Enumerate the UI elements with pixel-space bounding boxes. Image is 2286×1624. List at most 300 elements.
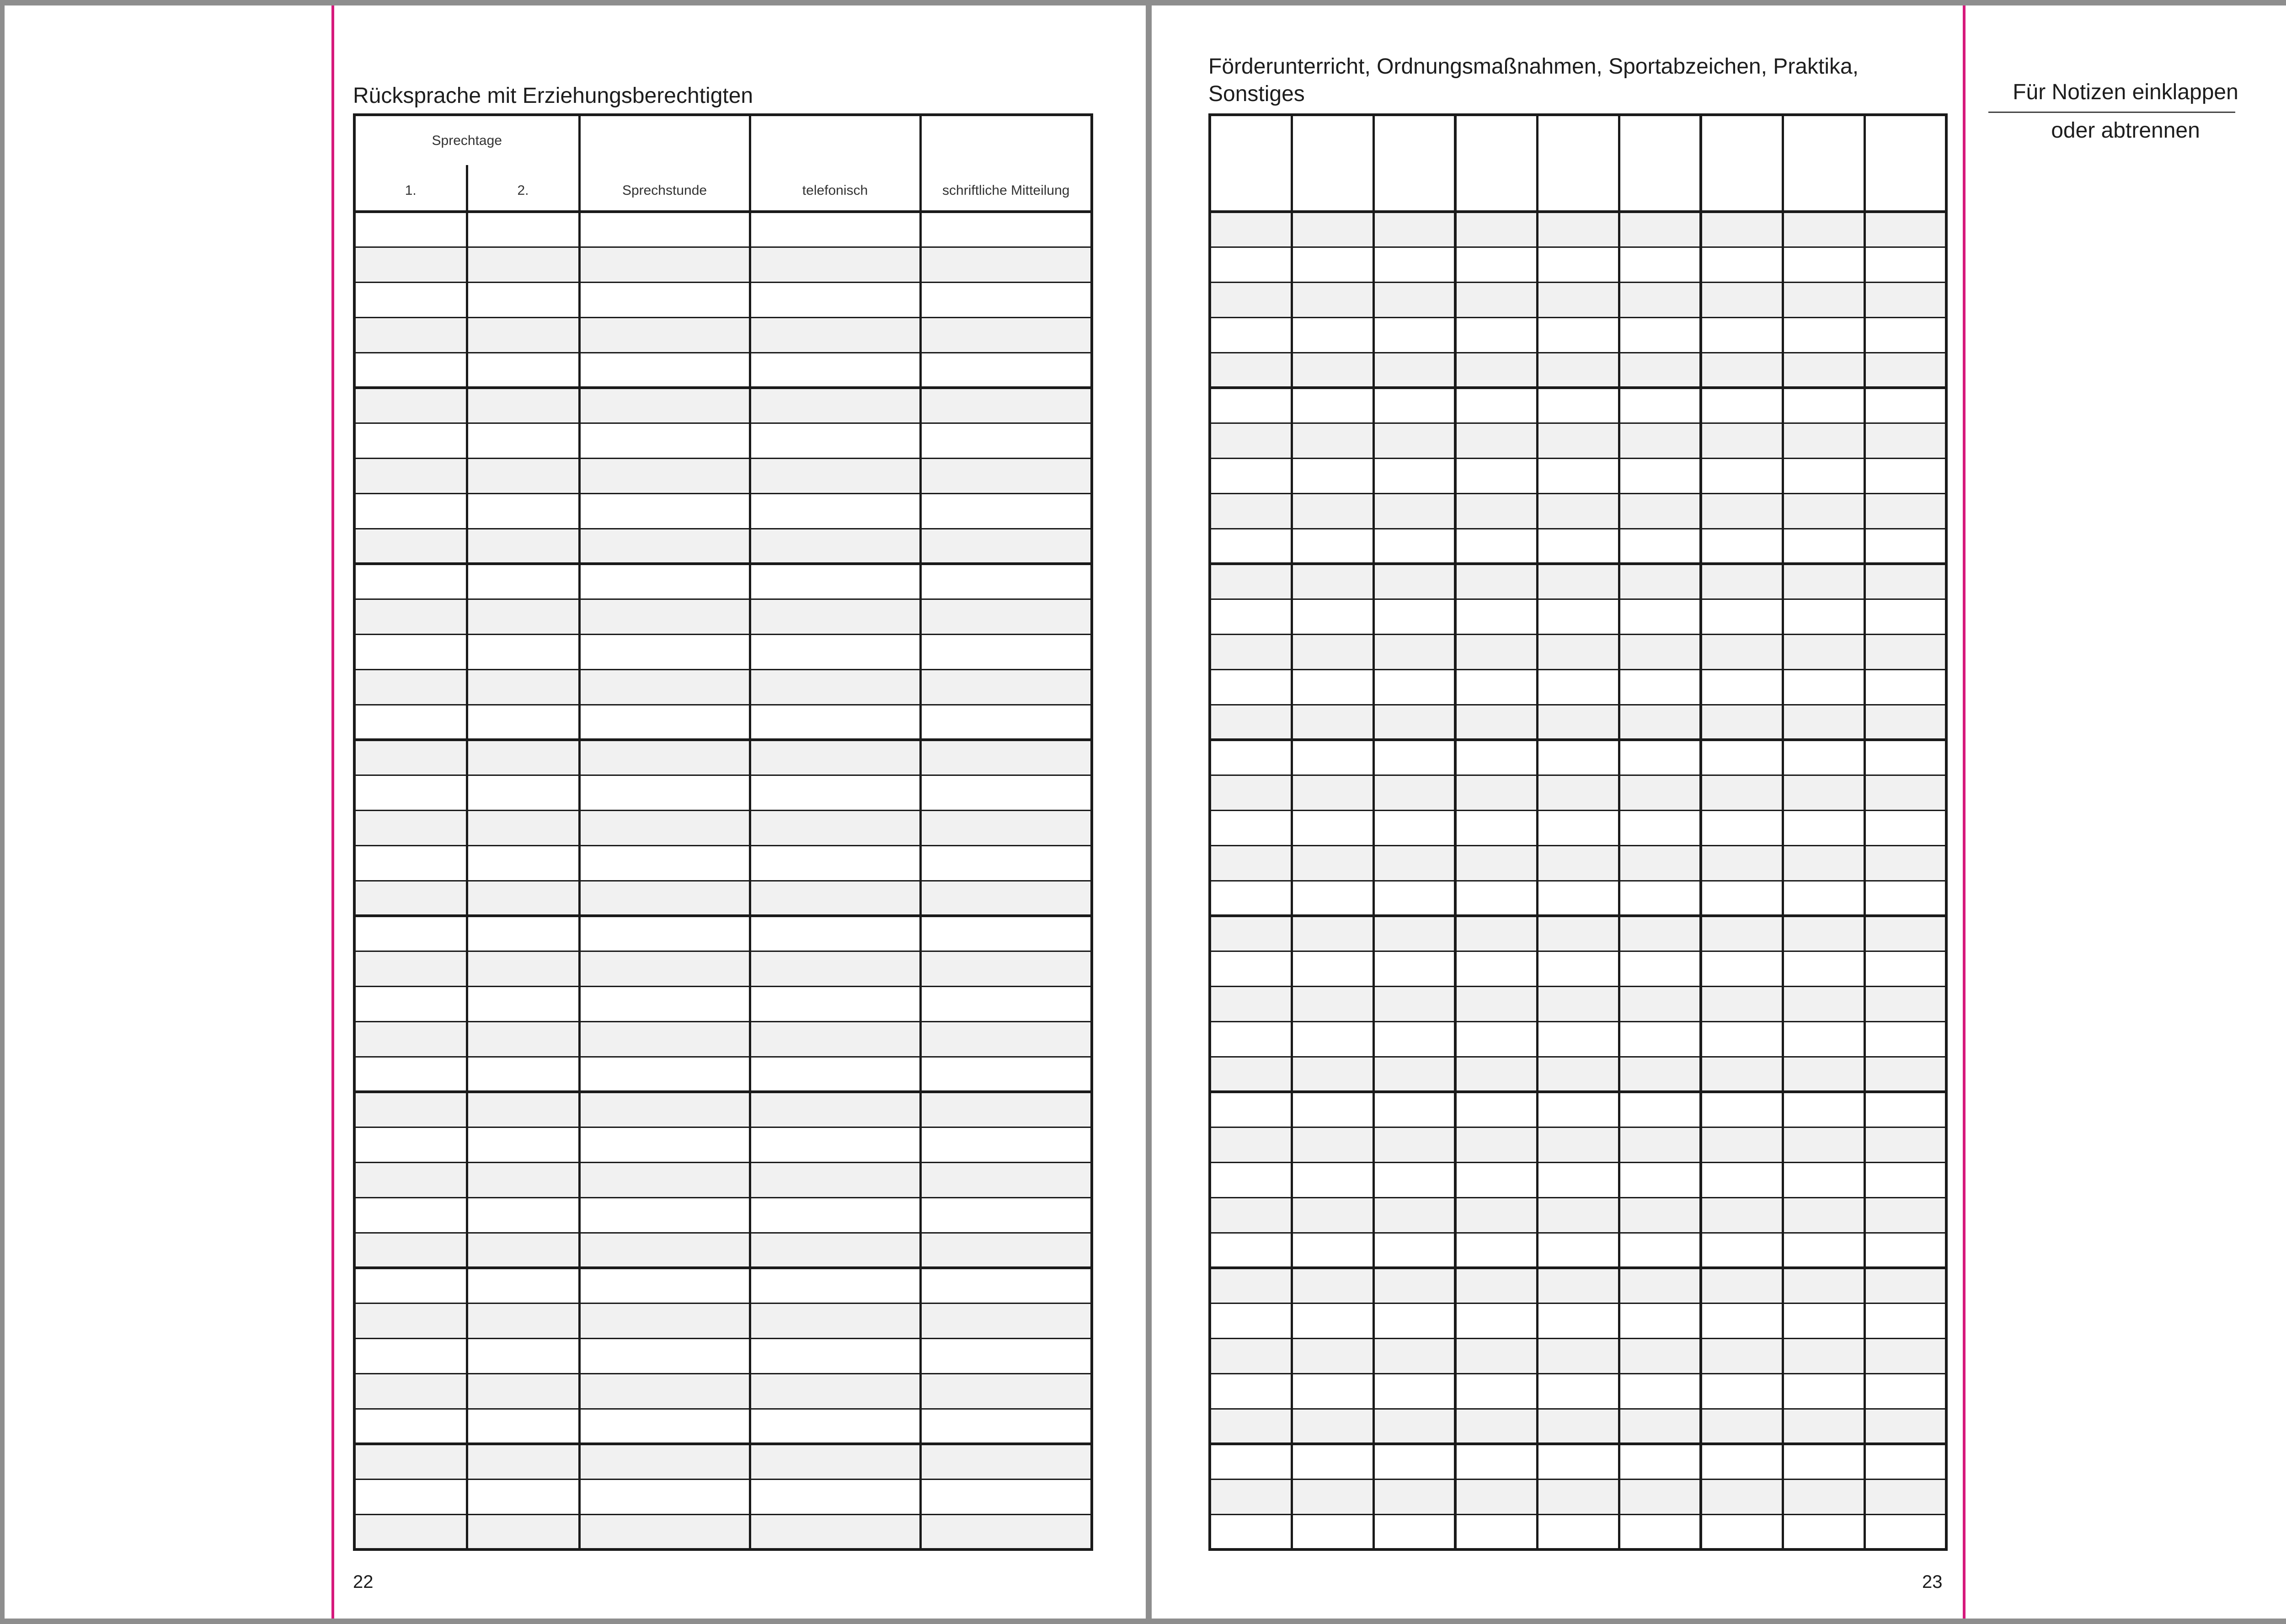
table-cell[interactable] bbox=[354, 1197, 467, 1233]
table-cell[interactable] bbox=[579, 1514, 750, 1549]
table-cell[interactable] bbox=[354, 353, 467, 388]
table-cell[interactable] bbox=[750, 529, 920, 564]
table-cell[interactable] bbox=[1373, 423, 1455, 458]
table-cell[interactable] bbox=[467, 212, 579, 247]
table-cell[interactable] bbox=[1701, 1514, 1783, 1549]
table-cell[interactable] bbox=[920, 1057, 1092, 1092]
table-cell[interactable] bbox=[1701, 1268, 1783, 1303]
table-cell[interactable] bbox=[1455, 493, 1537, 529]
table-cell[interactable] bbox=[467, 529, 579, 564]
table-cell[interactable] bbox=[1537, 353, 1619, 388]
table-cell[interactable] bbox=[1210, 1338, 1292, 1373]
table-cell[interactable] bbox=[920, 1514, 1092, 1549]
table-cell[interactable] bbox=[579, 916, 750, 951]
table-cell[interactable] bbox=[920, 353, 1092, 388]
table-cell[interactable] bbox=[750, 458, 920, 493]
table-cell[interactable] bbox=[1701, 951, 1783, 986]
table-cell[interactable] bbox=[1455, 529, 1537, 564]
table-cell[interactable] bbox=[354, 529, 467, 564]
table-cell[interactable] bbox=[750, 951, 920, 986]
table-cell[interactable] bbox=[579, 1303, 750, 1338]
table-cell[interactable] bbox=[1619, 1233, 1701, 1268]
table-cell[interactable] bbox=[750, 1233, 920, 1268]
table-cell[interactable] bbox=[579, 493, 750, 529]
table-cell[interactable] bbox=[1864, 564, 1946, 599]
table-cell[interactable] bbox=[1373, 1268, 1455, 1303]
table-cell[interactable] bbox=[1864, 317, 1946, 353]
table-cell[interactable] bbox=[579, 423, 750, 458]
table-cell[interactable] bbox=[1864, 1303, 1946, 1338]
table-cell[interactable] bbox=[1210, 1162, 1292, 1197]
table-cell[interactable] bbox=[1455, 282, 1537, 317]
table-cell[interactable] bbox=[920, 1127, 1092, 1162]
table-cell[interactable] bbox=[579, 529, 750, 564]
table-cell[interactable] bbox=[1210, 1233, 1292, 1268]
table-cell[interactable] bbox=[1864, 282, 1946, 317]
table-cell[interactable] bbox=[1537, 705, 1619, 740]
table-cell[interactable] bbox=[467, 669, 579, 705]
table-cell[interactable] bbox=[1619, 775, 1701, 810]
table-cell[interactable] bbox=[1783, 740, 1864, 775]
table-cell[interactable] bbox=[1292, 669, 1373, 705]
table-cell[interactable] bbox=[1373, 1444, 1455, 1479]
table-cell[interactable] bbox=[467, 951, 579, 986]
table-cell[interactable] bbox=[920, 986, 1092, 1021]
table-cell[interactable] bbox=[1537, 1444, 1619, 1479]
table-cell[interactable] bbox=[1783, 1444, 1864, 1479]
table-cell[interactable] bbox=[579, 282, 750, 317]
table-cell[interactable] bbox=[1783, 564, 1864, 599]
table-cell[interactable] bbox=[920, 1303, 1092, 1338]
table-cell[interactable] bbox=[750, 212, 920, 247]
table-cell[interactable] bbox=[920, 247, 1092, 282]
table-cell[interactable] bbox=[1619, 1268, 1701, 1303]
table-cell[interactable] bbox=[354, 493, 467, 529]
table-cell[interactable] bbox=[467, 423, 579, 458]
table-cell[interactable] bbox=[579, 1479, 750, 1514]
table-cell[interactable] bbox=[1537, 1373, 1619, 1409]
table-cell[interactable] bbox=[1864, 458, 1946, 493]
table-cell[interactable] bbox=[1701, 705, 1783, 740]
table-cell[interactable] bbox=[1210, 529, 1292, 564]
table-cell[interactable] bbox=[1701, 423, 1783, 458]
table-cell[interactable] bbox=[1292, 599, 1373, 634]
table-cell[interactable] bbox=[1783, 458, 1864, 493]
table-cell[interactable] bbox=[354, 423, 467, 458]
table-cell[interactable] bbox=[920, 740, 1092, 775]
table-cell[interactable] bbox=[920, 1021, 1092, 1057]
table-cell[interactable] bbox=[1210, 458, 1292, 493]
table-cell[interactable] bbox=[1619, 212, 1701, 247]
table-cell[interactable] bbox=[1619, 247, 1701, 282]
table-cell[interactable] bbox=[467, 1338, 579, 1373]
table-cell[interactable] bbox=[1864, 810, 1946, 845]
table-cell[interactable] bbox=[1619, 1444, 1701, 1479]
table-cell[interactable] bbox=[1619, 705, 1701, 740]
table-cell[interactable] bbox=[1783, 599, 1864, 634]
table-cell[interactable] bbox=[1537, 1197, 1619, 1233]
table-cell[interactable] bbox=[467, 1162, 579, 1197]
table-cell[interactable] bbox=[467, 1092, 579, 1127]
table-cell[interactable] bbox=[1455, 634, 1537, 669]
table-cell[interactable] bbox=[579, 564, 750, 599]
table-cell[interactable] bbox=[1373, 810, 1455, 845]
table-cell[interactable] bbox=[750, 353, 920, 388]
table-cell[interactable] bbox=[750, 564, 920, 599]
table-cell[interactable] bbox=[354, 1514, 467, 1549]
table-cell[interactable] bbox=[1373, 1197, 1455, 1233]
table-cell[interactable] bbox=[1292, 1444, 1373, 1479]
table-cell[interactable] bbox=[1619, 669, 1701, 705]
table-cell[interactable] bbox=[1783, 916, 1864, 951]
table-cell[interactable] bbox=[1537, 1057, 1619, 1092]
table-cell[interactable] bbox=[920, 1092, 1092, 1127]
table-cell[interactable] bbox=[1619, 1021, 1701, 1057]
table-cell[interactable] bbox=[920, 669, 1092, 705]
table-cell[interactable] bbox=[750, 1092, 920, 1127]
table-cell[interactable] bbox=[467, 916, 579, 951]
table-cell[interactable] bbox=[1292, 212, 1373, 247]
table-cell[interactable] bbox=[1292, 1092, 1373, 1127]
table-cell[interactable] bbox=[579, 317, 750, 353]
table-cell[interactable] bbox=[1701, 1233, 1783, 1268]
table-cell[interactable] bbox=[1210, 423, 1292, 458]
table-cell[interactable] bbox=[750, 775, 920, 810]
table-cell[interactable] bbox=[467, 775, 579, 810]
table-cell[interactable] bbox=[579, 1197, 750, 1233]
table-cell[interactable] bbox=[1455, 1057, 1537, 1092]
table-cell[interactable] bbox=[750, 282, 920, 317]
table-cell[interactable] bbox=[1210, 388, 1292, 423]
table-cell[interactable] bbox=[1455, 951, 1537, 986]
table-cell[interactable] bbox=[920, 951, 1092, 986]
table-cell[interactable] bbox=[750, 881, 920, 916]
table-cell[interactable] bbox=[1373, 1409, 1455, 1444]
table-cell[interactable] bbox=[354, 212, 467, 247]
table-cell[interactable] bbox=[467, 1303, 579, 1338]
table-cell[interactable] bbox=[1455, 1514, 1537, 1549]
table-cell[interactable] bbox=[467, 1268, 579, 1303]
table-cell[interactable] bbox=[1373, 529, 1455, 564]
table-cell[interactable] bbox=[467, 634, 579, 669]
table-cell[interactable] bbox=[1373, 1092, 1455, 1127]
table-cell[interactable] bbox=[920, 916, 1092, 951]
table-cell[interactable] bbox=[1619, 1479, 1701, 1514]
table-cell[interactable] bbox=[1783, 388, 1864, 423]
table-cell[interactable] bbox=[1210, 916, 1292, 951]
table-cell[interactable] bbox=[920, 705, 1092, 740]
table-cell[interactable] bbox=[1373, 458, 1455, 493]
table-cell[interactable] bbox=[354, 881, 467, 916]
table-cell[interactable] bbox=[1455, 599, 1537, 634]
table-cell[interactable] bbox=[1210, 1021, 1292, 1057]
table-cell[interactable] bbox=[579, 740, 750, 775]
table-cell[interactable] bbox=[1210, 353, 1292, 388]
table-cell[interactable] bbox=[920, 1444, 1092, 1479]
table-cell[interactable] bbox=[1701, 916, 1783, 951]
table-cell[interactable] bbox=[1783, 669, 1864, 705]
table-cell[interactable] bbox=[1210, 775, 1292, 810]
table-cell[interactable] bbox=[1537, 1233, 1619, 1268]
table-cell[interactable] bbox=[1783, 493, 1864, 529]
table-cell[interactable] bbox=[1783, 1268, 1864, 1303]
table-cell[interactable] bbox=[1455, 212, 1537, 247]
table-cell[interactable] bbox=[1537, 634, 1619, 669]
table-cell[interactable] bbox=[1864, 705, 1946, 740]
table-cell[interactable] bbox=[1292, 705, 1373, 740]
table-cell[interactable] bbox=[1210, 564, 1292, 599]
table-cell[interactable] bbox=[1619, 881, 1701, 916]
table-cell[interactable] bbox=[920, 564, 1092, 599]
table-cell[interactable] bbox=[1210, 1057, 1292, 1092]
table-cell[interactable] bbox=[1619, 1338, 1701, 1373]
table-cell[interactable] bbox=[1292, 1514, 1373, 1549]
table-cell[interactable] bbox=[1537, 916, 1619, 951]
table-cell[interactable] bbox=[1619, 1514, 1701, 1549]
table-cell[interactable] bbox=[920, 881, 1092, 916]
table-cell[interactable] bbox=[467, 317, 579, 353]
table-cell[interactable] bbox=[1210, 1514, 1292, 1549]
table-cell[interactable] bbox=[1292, 282, 1373, 317]
table-cell[interactable] bbox=[1701, 1127, 1783, 1162]
table-cell[interactable] bbox=[1864, 951, 1946, 986]
table-cell[interactable] bbox=[920, 1162, 1092, 1197]
table-cell[interactable] bbox=[579, 1338, 750, 1373]
table-cell[interactable] bbox=[1619, 353, 1701, 388]
table-cell[interactable] bbox=[1783, 1057, 1864, 1092]
table-cell[interactable] bbox=[1537, 564, 1619, 599]
table-cell[interactable] bbox=[1701, 1409, 1783, 1444]
table-cell[interactable] bbox=[1864, 1127, 1946, 1162]
table-cell[interactable] bbox=[354, 1127, 467, 1162]
table-cell[interactable] bbox=[579, 669, 750, 705]
table-cell[interactable] bbox=[750, 493, 920, 529]
table-cell[interactable] bbox=[1619, 493, 1701, 529]
table-cell[interactable] bbox=[1783, 1303, 1864, 1338]
table-cell[interactable] bbox=[354, 1373, 467, 1409]
table-cell[interactable] bbox=[1292, 1197, 1373, 1233]
table-cell[interactable] bbox=[1619, 916, 1701, 951]
table-cell[interactable] bbox=[1210, 212, 1292, 247]
table-cell[interactable] bbox=[1537, 1409, 1619, 1444]
table-cell[interactable] bbox=[920, 1338, 1092, 1373]
table-cell[interactable] bbox=[1373, 705, 1455, 740]
table-cell[interactable] bbox=[1701, 564, 1783, 599]
table-cell[interactable] bbox=[750, 1197, 920, 1233]
table-cell[interactable] bbox=[1537, 845, 1619, 881]
table-cell[interactable] bbox=[1783, 1514, 1864, 1549]
table-cell[interactable] bbox=[920, 529, 1092, 564]
table-cell[interactable] bbox=[467, 1197, 579, 1233]
table-cell[interactable] bbox=[1537, 282, 1619, 317]
table-cell[interactable] bbox=[1292, 1162, 1373, 1197]
table-cell[interactable] bbox=[1292, 845, 1373, 881]
table-cell[interactable] bbox=[1537, 1338, 1619, 1373]
table-cell[interactable] bbox=[579, 705, 750, 740]
table-cell[interactable] bbox=[1373, 1162, 1455, 1197]
table-cell[interactable] bbox=[750, 388, 920, 423]
table-cell[interactable] bbox=[1210, 1197, 1292, 1233]
table-cell[interactable] bbox=[1292, 529, 1373, 564]
table-cell[interactable] bbox=[1537, 1268, 1619, 1303]
table-cell[interactable] bbox=[750, 986, 920, 1021]
table-cell[interactable] bbox=[354, 986, 467, 1021]
table-cell[interactable] bbox=[1864, 634, 1946, 669]
table-cell[interactable] bbox=[750, 1268, 920, 1303]
table-cell[interactable] bbox=[1619, 740, 1701, 775]
header-cell[interactable] bbox=[1210, 115, 1292, 212]
table-cell[interactable] bbox=[1619, 599, 1701, 634]
table-cell[interactable] bbox=[1619, 529, 1701, 564]
table-cell[interactable] bbox=[1537, 669, 1619, 705]
table-cell[interactable] bbox=[1537, 458, 1619, 493]
table-cell[interactable] bbox=[1619, 1303, 1701, 1338]
table-cell[interactable] bbox=[920, 1197, 1092, 1233]
table-cell[interactable] bbox=[1455, 740, 1537, 775]
table-cell[interactable] bbox=[1292, 951, 1373, 986]
table-cell[interactable] bbox=[1292, 881, 1373, 916]
table-cell[interactable] bbox=[1701, 1092, 1783, 1127]
table-cell[interactable] bbox=[1864, 1444, 1946, 1479]
table-cell[interactable] bbox=[1210, 282, 1292, 317]
table-cell[interactable] bbox=[354, 1057, 467, 1092]
table-cell[interactable] bbox=[1619, 810, 1701, 845]
table-cell[interactable] bbox=[354, 810, 467, 845]
table-cell[interactable] bbox=[1783, 353, 1864, 388]
table-cell[interactable] bbox=[1783, 282, 1864, 317]
table-cell[interactable] bbox=[1864, 247, 1946, 282]
table-cell[interactable] bbox=[1864, 845, 1946, 881]
table-cell[interactable] bbox=[1373, 1373, 1455, 1409]
table-cell[interactable] bbox=[1373, 493, 1455, 529]
table-cell[interactable] bbox=[1864, 1233, 1946, 1268]
table-cell[interactable] bbox=[354, 1444, 467, 1479]
table-cell[interactable] bbox=[579, 986, 750, 1021]
table-cell[interactable] bbox=[1210, 1092, 1292, 1127]
table-cell[interactable] bbox=[1619, 1057, 1701, 1092]
table-cell[interactable] bbox=[467, 740, 579, 775]
table-cell[interactable] bbox=[1373, 986, 1455, 1021]
table-cell[interactable] bbox=[1537, 212, 1619, 247]
table-cell[interactable] bbox=[1455, 986, 1537, 1021]
table-cell[interactable] bbox=[1292, 775, 1373, 810]
table-cell[interactable] bbox=[750, 1021, 920, 1057]
table-cell[interactable] bbox=[467, 1233, 579, 1268]
table-cell[interactable] bbox=[1701, 529, 1783, 564]
table-cell[interactable] bbox=[1864, 423, 1946, 458]
table-cell[interactable] bbox=[1619, 634, 1701, 669]
table-cell[interactable] bbox=[1537, 423, 1619, 458]
table-cell[interactable] bbox=[750, 845, 920, 881]
table-cell[interactable] bbox=[579, 810, 750, 845]
table-cell[interactable] bbox=[1292, 1409, 1373, 1444]
table-cell[interactable] bbox=[1537, 986, 1619, 1021]
table-cell[interactable] bbox=[750, 599, 920, 634]
table-cell[interactable] bbox=[750, 705, 920, 740]
table-cell[interactable] bbox=[1373, 1479, 1455, 1514]
table-cell[interactable] bbox=[750, 916, 920, 951]
table-cell[interactable] bbox=[1292, 317, 1373, 353]
table-cell[interactable] bbox=[920, 458, 1092, 493]
table-cell[interactable] bbox=[1537, 1479, 1619, 1514]
table-cell[interactable] bbox=[920, 493, 1092, 529]
table-cell[interactable] bbox=[579, 1268, 750, 1303]
table-cell[interactable] bbox=[1783, 986, 1864, 1021]
table-cell[interactable] bbox=[1701, 599, 1783, 634]
table-cell[interactable] bbox=[579, 881, 750, 916]
table-cell[interactable] bbox=[354, 705, 467, 740]
table-cell[interactable] bbox=[354, 1338, 467, 1373]
table-cell[interactable] bbox=[579, 353, 750, 388]
table-cell[interactable] bbox=[1864, 1057, 1946, 1092]
table-cell[interactable] bbox=[1210, 951, 1292, 986]
table-cell[interactable] bbox=[1701, 1373, 1783, 1409]
table-cell[interactable] bbox=[1783, 1338, 1864, 1373]
table-cell[interactable] bbox=[1210, 634, 1292, 669]
table-cell[interactable] bbox=[1701, 669, 1783, 705]
table-cell[interactable] bbox=[1455, 458, 1537, 493]
table-cell[interactable] bbox=[1537, 317, 1619, 353]
table-cell[interactable] bbox=[354, 317, 467, 353]
table-cell[interactable] bbox=[1292, 1338, 1373, 1373]
table-cell[interactable] bbox=[579, 775, 750, 810]
table-cell[interactable] bbox=[579, 845, 750, 881]
table-cell[interactable] bbox=[354, 247, 467, 282]
table-cell[interactable] bbox=[1864, 740, 1946, 775]
table-cell[interactable] bbox=[467, 1057, 579, 1092]
table-cell[interactable] bbox=[1292, 1268, 1373, 1303]
table-cell[interactable] bbox=[467, 458, 579, 493]
table-cell[interactable] bbox=[1701, 775, 1783, 810]
table-cell[interactable] bbox=[1292, 493, 1373, 529]
header-cell[interactable] bbox=[1701, 115, 1783, 212]
table-cell[interactable] bbox=[1455, 1021, 1537, 1057]
table-cell[interactable] bbox=[1864, 1162, 1946, 1197]
table-cell[interactable] bbox=[1373, 353, 1455, 388]
table-cell[interactable] bbox=[467, 388, 579, 423]
table-cell[interactable] bbox=[1537, 1092, 1619, 1127]
table-cell[interactable] bbox=[354, 1162, 467, 1197]
table-cell[interactable] bbox=[1292, 564, 1373, 599]
table-cell[interactable] bbox=[750, 1444, 920, 1479]
table-cell[interactable] bbox=[1373, 1233, 1455, 1268]
header-cell[interactable] bbox=[1292, 115, 1373, 212]
table-cell[interactable] bbox=[1210, 1373, 1292, 1409]
table-cell[interactable] bbox=[1292, 247, 1373, 282]
table-cell[interactable] bbox=[1537, 1162, 1619, 1197]
table-cell[interactable] bbox=[1455, 1444, 1537, 1479]
table-cell[interactable] bbox=[1864, 599, 1946, 634]
table-cell[interactable] bbox=[1210, 1268, 1292, 1303]
header-cell[interactable] bbox=[1783, 115, 1864, 212]
table-cell[interactable] bbox=[467, 1373, 579, 1409]
table-cell[interactable] bbox=[920, 810, 1092, 845]
table-cell[interactable] bbox=[1455, 705, 1537, 740]
table-cell[interactable] bbox=[1373, 564, 1455, 599]
table-cell[interactable] bbox=[1701, 986, 1783, 1021]
table-cell[interactable] bbox=[920, 1479, 1092, 1514]
table-cell[interactable] bbox=[1783, 845, 1864, 881]
table-cell[interactable] bbox=[1210, 986, 1292, 1021]
table-cell[interactable] bbox=[1701, 1021, 1783, 1057]
table-cell[interactable] bbox=[467, 845, 579, 881]
table-cell[interactable] bbox=[1619, 388, 1701, 423]
table-cell[interactable] bbox=[579, 247, 750, 282]
table-cell[interactable] bbox=[1783, 247, 1864, 282]
table-cell[interactable] bbox=[1701, 881, 1783, 916]
table-cell[interactable] bbox=[920, 317, 1092, 353]
table-cell[interactable] bbox=[1373, 916, 1455, 951]
